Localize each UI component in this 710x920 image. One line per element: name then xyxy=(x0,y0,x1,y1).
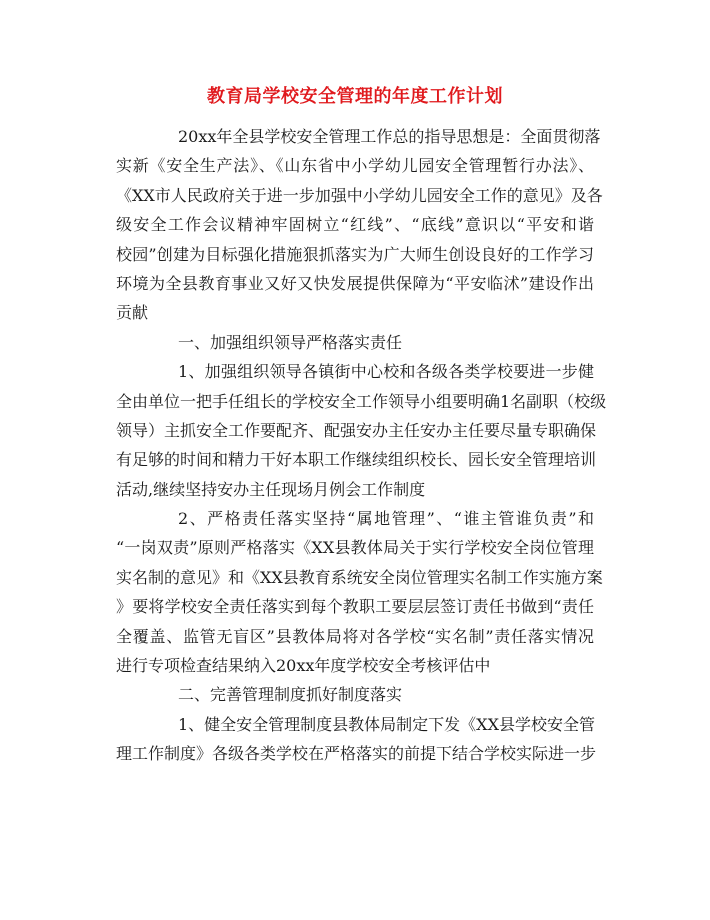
text-line: 实名制的意见》和《XX县教育系统安全岗位管理实名制工作实施方案 xyxy=(116,567,603,587)
text-line: 一、加强组织领导严格落实责任 xyxy=(178,332,403,352)
text-line: 贡献 xyxy=(116,303,149,323)
text-line: 》要将学校安全责任落实到每个教职工要层层签订责任书做到“责任 xyxy=(116,597,594,617)
text-line: 进行专项检查结果纳入20xx年度学校安全考核评估中 xyxy=(116,656,491,676)
text-line: 活动,继续坚持安办主任现场月例会工作制度 xyxy=(116,479,426,499)
text-line: 有足够的时间和精力干好本职工作继续组织校长、园长安全管理培训 xyxy=(116,450,597,470)
section-heading xyxy=(116,328,594,357)
text-line: 实新《安全生产法》、《山东省中小学幼儿园安全管理暂行办法》、 xyxy=(116,156,594,176)
text-line: 领导）主抓安全工作要配齐、配强安办主任安办主任要尽量专职确保 xyxy=(116,420,597,440)
text-line: 2、严格责任落实坚持“属地管理”、“谁主管谁负责”和 xyxy=(178,509,594,529)
text-line: 级安全工作会议精神牢固树立“红线”、“底线”意识以“平安和谐 xyxy=(116,215,594,235)
text-line: “一岗双责”原则严格落实《XX县教体局关于实行学校安全岗位管理 xyxy=(116,538,594,558)
document-title: 教育局学校安全管理的年度工作计划 xyxy=(207,86,503,107)
text-line: 《XX市人民政府关于进一步加强中小学幼儿园安全工作的意见》及各 xyxy=(116,185,603,205)
text-line: 全由单位一把手任组长的学校安全工作领导小组要明确1名副职（校级 xyxy=(116,391,607,411)
text-line: 全覆盖、监管无盲区”县教体局将对各学校“实名制”责任落实情况 xyxy=(116,626,594,646)
section-heading xyxy=(116,680,594,709)
document-body xyxy=(116,122,607,769)
text-line: 校园”创建为目标强化措施狠抓落实为广大师生创设良好的工作学习 xyxy=(116,244,594,264)
text-line: 环境为全县教育事业又好又快发展提供保障为“平安临沭”建设作出 xyxy=(116,273,594,293)
text-line: 1、健全安全管理制度县教体局制定下发《XX县学校安全管 xyxy=(178,714,595,734)
text-line: 二、完善管理制度抓好制度落实 xyxy=(178,685,403,705)
text-line: 理工作制度》各级各类学校在严格落实的前提下结合学校实际进一步 xyxy=(116,744,597,764)
text-line: 1、加强组织领导各镇街中心校和各级各类学校要进一步健 xyxy=(178,362,594,382)
text-line: 20xx年全县学校安全管理工作总的指导思想是：全面贯彻落 xyxy=(178,127,601,146)
paragraph xyxy=(116,504,603,680)
paragraph xyxy=(116,122,603,328)
paragraph xyxy=(116,710,597,769)
paragraph xyxy=(116,357,607,504)
